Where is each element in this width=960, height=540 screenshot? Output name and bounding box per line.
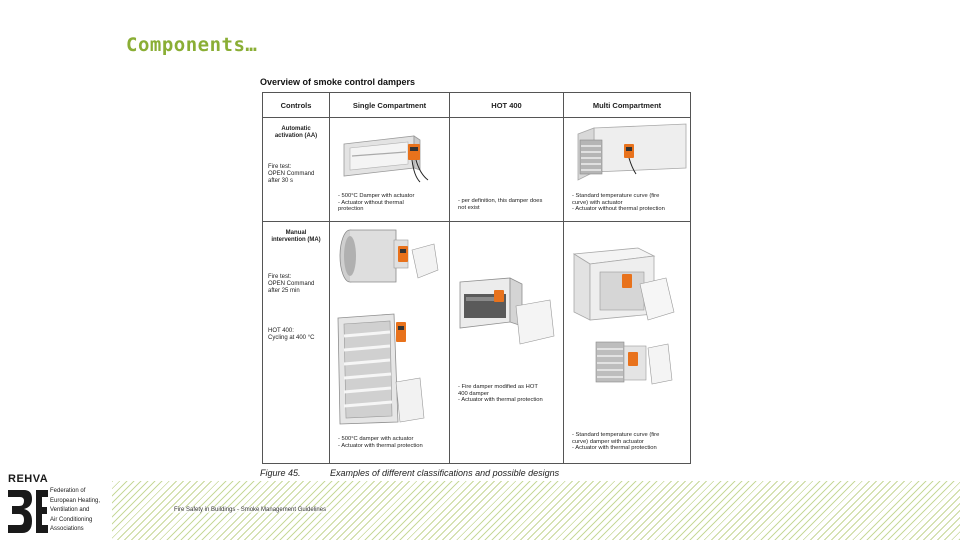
row1-multi-note: - Standard temperature curve (fire curve) with actuator - Actuator without thermal protection (572, 193, 665, 213)
row2-hot400-note: - Fire damper modified as HOT 400 damper - Actuator with thermal protection (458, 384, 543, 404)
row2-control-label: Manual intervention (MA) (271, 230, 321, 243)
circular-damper-image (336, 226, 440, 288)
slide-title: Components… (126, 34, 258, 56)
row2-hot400-cell (450, 222, 564, 464)
row1-control-label: Automatic activation (AA) (274, 126, 318, 139)
rehva-logo (6, 471, 116, 537)
multi-compartment-box-image (570, 244, 682, 326)
row2-single-note: - 500°C damper with actuator - Actuator with thermal protection (338, 436, 423, 449)
row1-hot400-cell (450, 118, 564, 222)
hot400-damper-image (454, 272, 558, 350)
row2-single-cell (330, 222, 450, 464)
row2-multi-note: - Standard temperature curve (fire curve) damper with actuator - Actuator with thermal protection (572, 432, 660, 452)
figure-heading: Overview of smoke control dampers (260, 77, 416, 87)
row1-single-cell (330, 118, 450, 222)
multi-blade-damper-image (334, 312, 434, 428)
logo-line: Ventilation and (50, 507, 90, 513)
footer-text: Fire Safety in Buildings - Smoke Management Guidelines (174, 507, 327, 513)
logo-line: European Heating, (50, 497, 101, 504)
row2-control-text-b: HOT 400: Cycling at 400 °C (268, 328, 315, 341)
row1-controls-cell (263, 118, 330, 222)
header-single-compartment: Single Compartment (330, 93, 450, 118)
figure-caption-number: Figure 45. (260, 468, 301, 478)
table-row (263, 118, 691, 222)
row2-control-text-a: Fire test: OPEN Command after 25 min (268, 274, 315, 294)
row1-single-note: - 500°C Damper with actuator - Actuator without thermal protection (338, 193, 415, 213)
row1-hot400-note: - per definition, this damper does not exist (458, 198, 543, 211)
rehva-wordmark: REHVA (8, 473, 49, 485)
table-header-row (263, 93, 691, 118)
rehva-3e-mark-icon (6, 487, 48, 537)
row2-multi-cell (564, 222, 691, 464)
row1-multi-cell (564, 118, 691, 222)
rehva-federation-text (50, 487, 100, 535)
figure-caption-text: Examples of different classifications and possible designs (330, 468, 560, 478)
header-controls: Controls (263, 93, 330, 118)
multi-compartment-blade-image (594, 338, 690, 388)
logo-line: Air Conditioning (50, 516, 93, 523)
row1-control-text: Fire test: OPEN Command after 30 s (268, 164, 315, 184)
logo-line: Federation of (50, 488, 86, 494)
logo-line: Associations (50, 526, 84, 532)
rectangular-damper-image (340, 126, 432, 184)
damper-overview-table (262, 92, 691, 464)
multi-compartment-duct-image (574, 122, 690, 186)
header-hot-400: HOT 400 (450, 93, 564, 118)
table-row (263, 222, 691, 464)
header-multi-compartment: Multi Compartment (564, 93, 691, 118)
row2-controls-cell (263, 222, 330, 464)
figure-caption (260, 468, 559, 478)
